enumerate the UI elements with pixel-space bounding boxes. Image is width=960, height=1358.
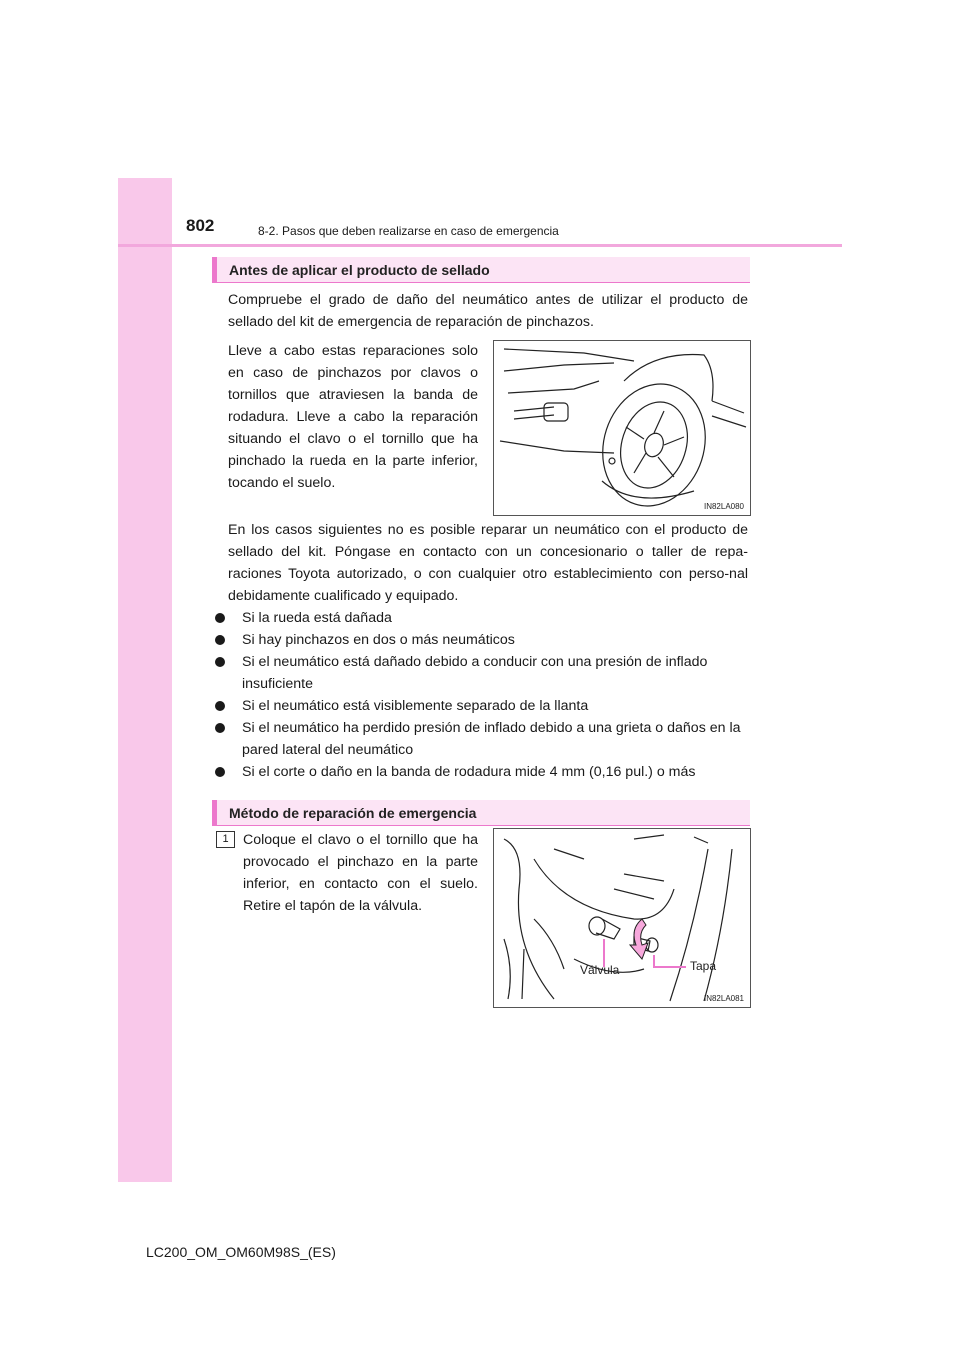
section-heading-before-sealant	[212, 257, 750, 283]
section-heading-text: Método de reparación de emergencia	[229, 805, 477, 821]
cap-label: Tapa	[690, 959, 717, 973]
bullet-icon	[215, 657, 225, 667]
repair-conditions-paragraph: Lleve a cabo estas reparaciones solo en caso de pinchazos por clavos o tornillos que atraviesen la banda de rodadura. Lleve a cabo la reparación situando el clavo o el tornillo que ha pinchado la rueda en la parte inferior, tocando el suelo.	[228, 343, 478, 491]
bullet-icon	[215, 701, 225, 711]
bullet-icon	[215, 635, 225, 645]
valve-label: Válvula	[580, 963, 620, 977]
cases-paragraph: En los casos siguientes no es posible reparar un neumático con el producto de sellado del kit. Póngase en contacto con un concesionario o taller de repa-raciones Toyota autorizado, o con cualquier otro establecimiento con perso-nal debidamente cualificado y equipado.	[228, 522, 748, 604]
list-item-text: Si el neumático ha perdido presión de inflado debido a una grieta o daños en la pared lateral del neumático	[242, 720, 741, 758]
figure-code: IN82LA080	[703, 502, 744, 511]
step-number: 1	[216, 831, 235, 848]
document-code: LC200_OM_OM60M98S_(ES)	[146, 1244, 336, 1260]
list-item-text: Si el neumático está dañado debido a conducir con una presión de inflado insuficiente	[242, 654, 708, 692]
bullet-icon	[215, 767, 225, 777]
car-wheel-illustration	[494, 341, 750, 515]
list-item-text: Si el corte o daño en la banda de rodadura mide 4 mm (0,16 pul.) o más	[242, 764, 696, 780]
section-title: 8-2. Pasos que deben realizarse en caso de emergencia	[258, 224, 559, 238]
bullet-icon	[215, 613, 225, 623]
list-item-text: Si hay pinchazos en dos o más neumáticos	[242, 632, 515, 648]
header-divider	[118, 244, 842, 247]
list-item-text: Si el neumático está visiblemente separado de la llanta	[242, 698, 589, 714]
valve-illustration	[494, 829, 750, 1007]
section-heading-emergency-repair	[212, 800, 750, 826]
figure-code: IN82LA081	[703, 994, 744, 1003]
page-number: 802	[186, 216, 215, 235]
list-item-text: Si la rueda está dañada	[242, 610, 392, 626]
bullet-icon	[215, 723, 225, 733]
intro-paragraph: Compruebe el grado de daño del neumático antes de utilizar el producto de sellado del kit de emergencia de reparación de pinchazos.	[228, 292, 748, 330]
section-heading-text: Antes de aplicar el producto de sellado	[229, 262, 490, 278]
page-sidebar-tab	[118, 178, 172, 1182]
valve-cap-figure	[493, 828, 751, 1008]
step-1-text: Coloque el clavo o el tornillo que ha provocado el pinchazo en la parte inferior, en contacto con el suelo. Retire el tapón de la válvula.	[243, 832, 478, 914]
tire-puncture-figure	[493, 340, 751, 516]
